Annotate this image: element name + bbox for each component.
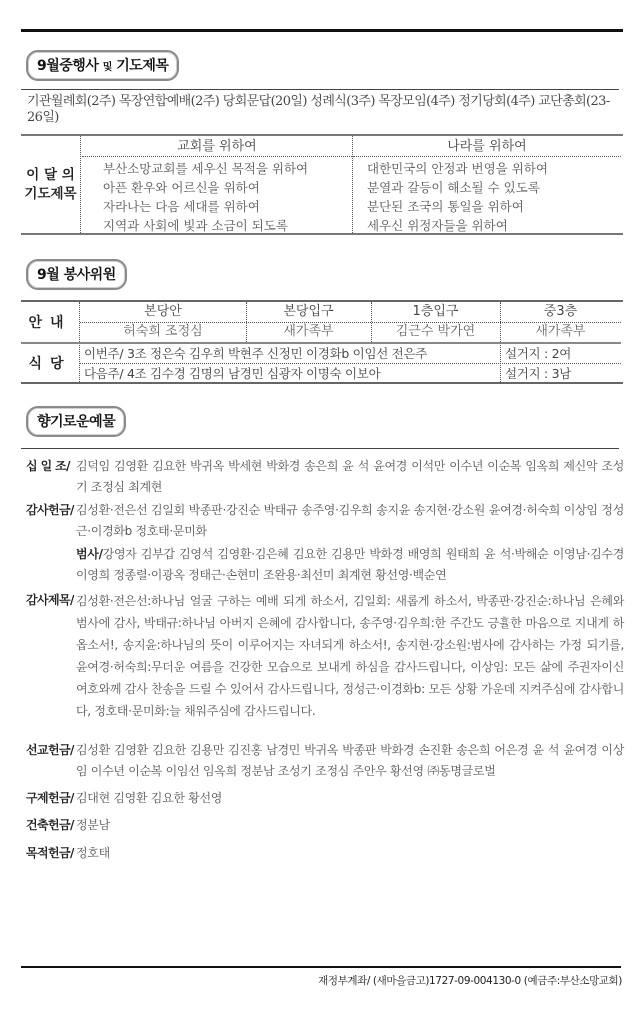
offering-thanks-topics [26,590,624,722]
column-divider [371,302,372,342]
guide-value: 새가족부 [283,324,334,339]
prayer-item: 부산소망교회를 세우신 목적을 위하여 [103,161,309,176]
offering-key: 구제헌금/ [26,791,74,805]
guide-header: 본당입구 [283,304,334,319]
offering-names: 김덕임 김영환 김요한 박귀옥 박세현 박화경 송은희 윤 석 윤여경 이석만 이수년 이순복 임옥희 제신악 조성기 조정심 최계현 [76,459,624,494]
cafeteria-row-this-week [84,344,427,364]
prayer-label [21,136,81,233]
offering-key: 목적헌금/ [26,846,74,860]
section-title-conj: 및 [102,62,112,73]
section-title: 9월 봉사위원 [37,267,116,283]
prayer-col-nation [367,159,548,235]
offering-key: 감사제목/ [26,593,74,607]
guide-value: 허숙희 조정심 [123,324,203,339]
prayer-item: 대한민국의 안정과 번영을 위하여 [367,161,548,176]
section-title-main: 9월중행사 [37,58,99,74]
prayer-col-church-header: 교회를 위하여 [82,136,352,157]
prayer-table [21,134,623,235]
section-title-tail: 기도제목 [116,58,169,74]
cafeteria-row-next-week [84,364,380,384]
offering-names: 김성환·전은선 김일회 박종판·강진순 박태규 송주영·김우희 송지윤 송지현·강소원 윤여경·허숙희 이상임 정성근·이경화b 정호태·문미화 [76,503,624,538]
column-divider [352,136,353,233]
section-title: 향기로운예물 [37,414,116,430]
offering-tithe [26,456,624,498]
prayer-label-line1: 이 달 의 [26,166,75,183]
bank-account-info: 재정부계좌/ (새마을금고)1727-09-004130-0 (예금주:부산소망교회) [318,975,622,987]
offering-sub-key: 범사/ [76,547,103,561]
prayer-item: 아픈 환우와 어르신을 위하여 [103,180,260,195]
prayer-item: 세우신 위정자들을 위하여 [367,218,508,233]
prayer-col-church [103,159,308,235]
prayer-item: 자라나는 다음 세대를 위하여 [103,199,260,214]
dishes-duty: 설거지 : 3남 [505,366,572,381]
offering-missions [26,740,624,782]
offering-names: 김대현 김영환 김요한 황선영 [76,791,223,805]
guide-value: 김근수 박가연 [395,324,476,339]
offering-sub [76,544,624,586]
prayer-col-nation-header: 나라를 위하여 [353,136,621,157]
column-divider [246,302,247,342]
offering-key: 십 일 조/ [26,459,70,473]
offering-key: 선교헌금/ [26,743,74,757]
guide-header: 1층입구 [412,304,459,319]
offering-key: 감사헌금/ [26,503,74,517]
prayer-item: 분단된 조국의 통일을 위하여 [367,199,524,214]
offering-names: 정분남 [76,818,110,832]
group-members: 3조 정은숙 김우희 박현주 신정민 이경화b 이임선 전은주 [126,346,427,361]
offering-relief [26,788,624,809]
monthly-events: 기관월례회(2주) 목장연합예배(2주) 당회문답(20일) 성례식(3주) 목장모임(4주) 정기당회(4주) 교단총회(23-26일) [27,94,610,125]
prayer-label-line2: 기도제목 [24,185,77,202]
guide-label: 안내 [28,315,72,331]
offering-key: 건축헌금/ [26,818,74,832]
section-title-events [26,50,179,81]
dishes-duty: 설거지 : 2여 [505,346,572,361]
prayer-item: 분열과 갈등이 해소될 수 있도록 [367,180,540,195]
section-title-offerings [26,406,126,437]
top-rule [21,29,623,32]
guide-header: 본당안 [144,304,182,319]
volunteer-table [21,300,623,384]
week-label: 다음주/ [84,366,124,381]
offering-sub-names: 강영자 김부갑 김영석 김영환·김은혜 김요한 김용만 박화경 배영희 원태희 윤 석·박해순 이영남·김수경 이영희 정종렬·이광옥 정태근·손현미 조완용·최선미 최계현 황선영·백순연 [76,547,624,582]
divider [21,448,619,449]
offering-thanksgiving [26,500,624,586]
bottom-rule [21,966,621,968]
offering-names: 김성환 김영환 김요한 김용만 김진홍 남경민 박귀옥 박종판 박화경 손진환 송은희 어은경 윤 석 윤여경 이상임 이수년 이순복 이임선 임옥희 정분남 조성기 조정심 주안우 황선영 ㈜동명글로벌 [76,743,624,778]
cafeteria-label: 식당 [28,356,72,372]
week-label: 이번주/ [84,346,124,361]
offering-designated [26,843,624,864]
guide-value: 새가족부 [535,324,586,339]
prayer-item: 지역과 사회에 빛과 소금이 되도록 [103,218,288,233]
section-title-volunteers [26,259,127,290]
group-members: 4조 김수경 김명의 남경민 심광자 이명숙 이보아 [126,366,381,381]
offering-text: 김성환·전은선:하나님 얼굴 구하는 예배 되게 하소서, 김일회: 새롭게 하소서, 박종판·강진순:하나님 은혜와 범사에 감사, 박태규:하나님 아버지 은혜에 감사합니다, 송주영·김우희:한 주간도 긍휼한 마음으로 지내게 하옵소서!, 송지윤:하나님의 뜻이 이루어지는 자녀되게 하소서!, 송지현·강소원:범사에 감사하는 가정 되기를, 윤여경·허숙희:무더운 여름을 건강한 모습으로 보내게 하심을 감사드립니다, 이상임: 모든 삶에 주권자이신 여호와께 감사 찬송을 드릴 수 있어서 감사드립니다, 정성근·이경화b: 모든 상황 가운데 지켜주심에 감사합니다, 정호태·문미화:늘 채워주심에 감사드립니다. [76,594,624,718]
divider [21,89,619,90]
offering-names: 정호태 [76,846,110,860]
guide-header: 중3층 [543,304,578,319]
offering-building [26,815,624,836]
